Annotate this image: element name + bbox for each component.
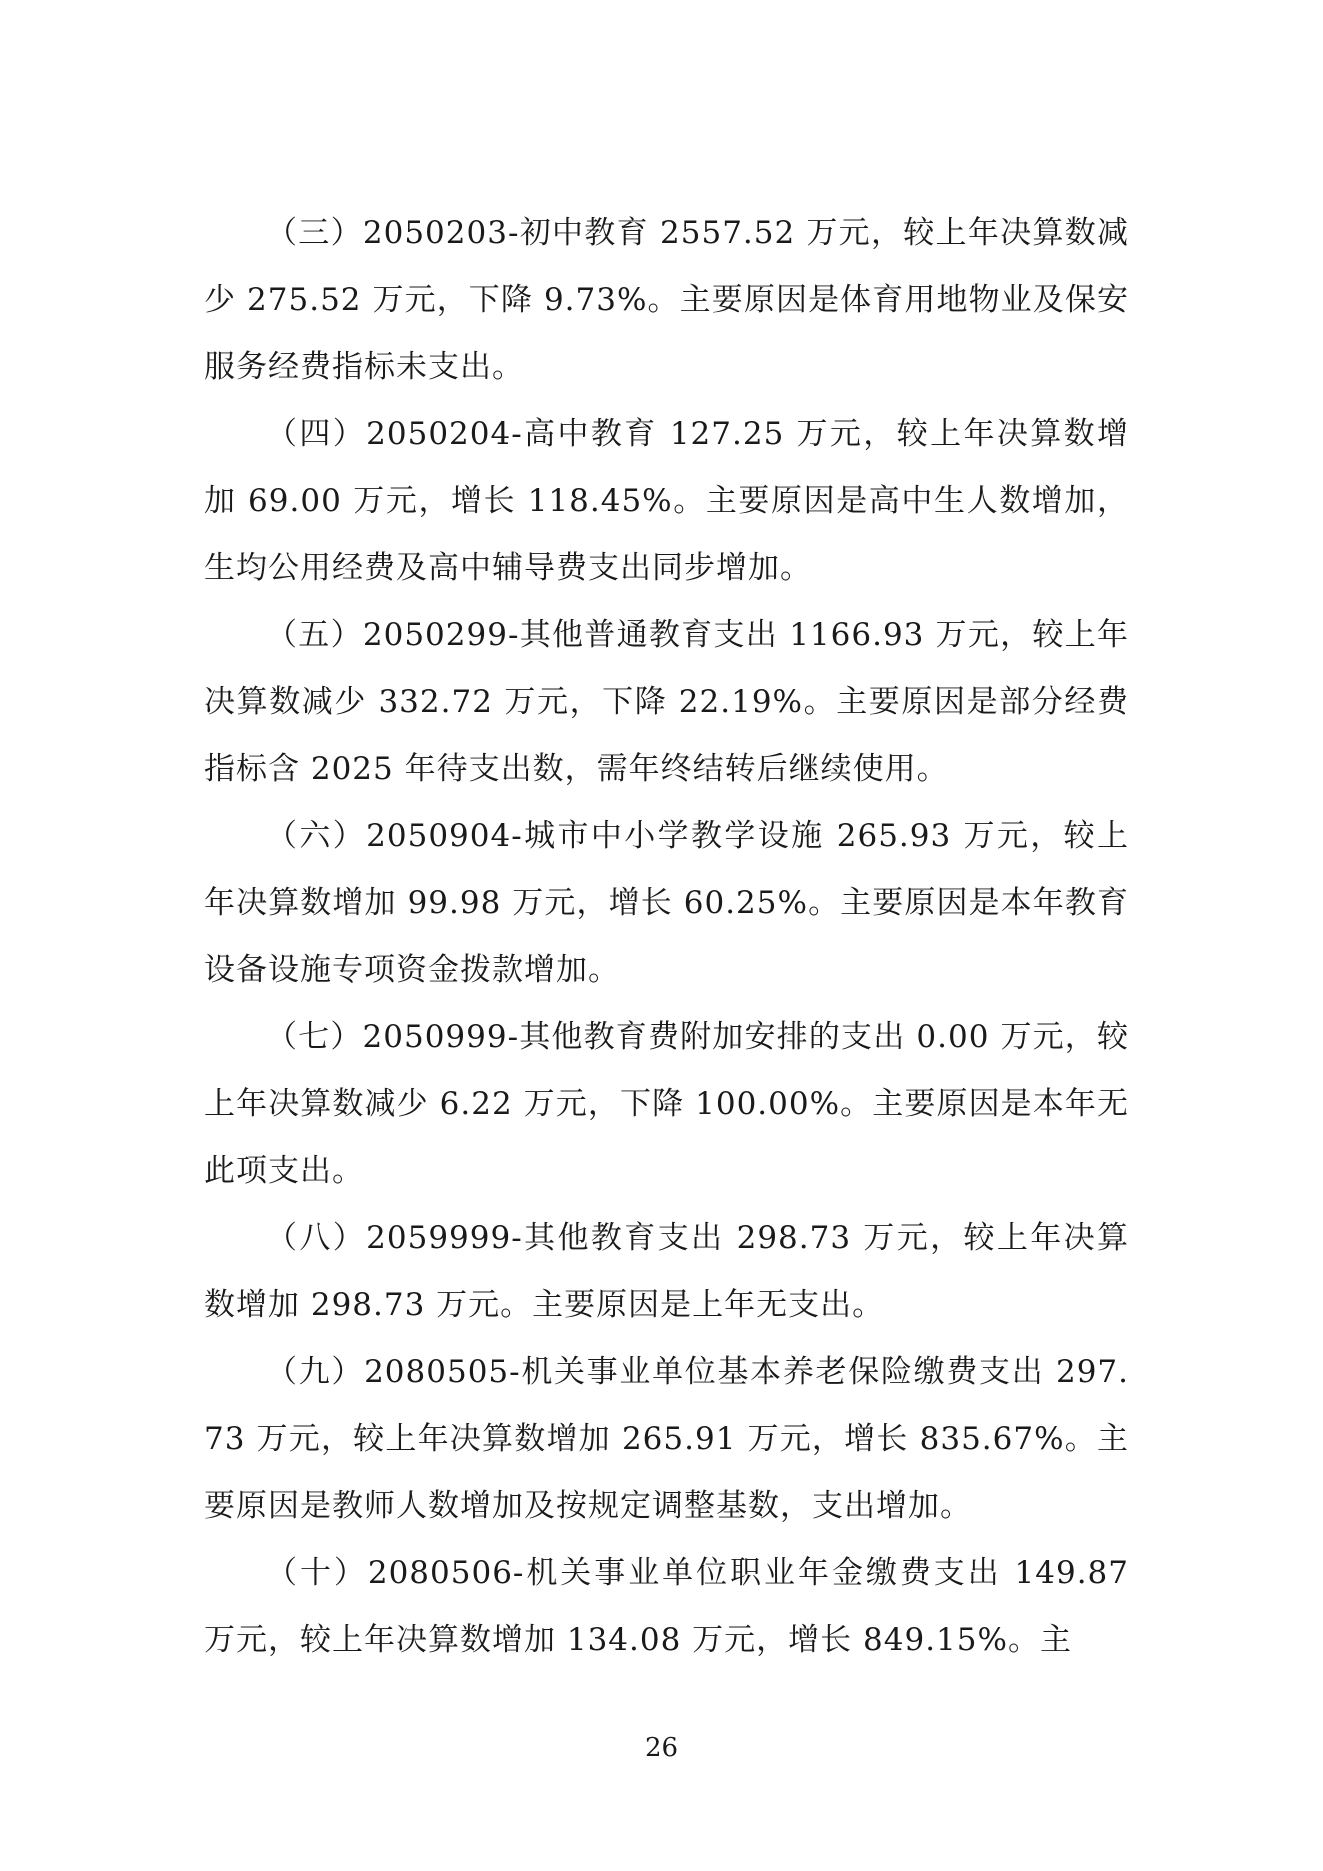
paragraph-pension-insurance: （九）2080505-机关事业单位基本养老保险缴费支出 297.73 万元，较上年决算数增加 265.91 万元，增长 835.67%。主要原因是教师人数增加及按规定调整基数，支出增加。	[204, 1354, 1129, 1524]
page-number: 26	[644, 1733, 679, 1763]
paragraph-occupational-annuity: （十）2080506-机关事业单位职业年金缴费支出 149.87 万元，较上年决算数增加 134.08 万元，增长 849.15%。主	[204, 1555, 1129, 1658]
paragraph-school-facilities: （六）2050904-城市中小学教学设施 265.93 万元，较上年决算数增加 99.98 万元，增长 60.25%。主要原因是本年教育设备设施专项资金拨款增加。	[204, 818, 1129, 988]
paragraph-education-surcharge: （七）2050999-其他教育费附加安排的支出 0.00 万元，较上年决算数减少 6.22 万元，下降 100.00%。主要原因是本年无此项支出。	[204, 1019, 1129, 1189]
paragraph-junior-high-education: （三）2050203-初中教育 2557.52 万元，较上年决算数减少 275.52 万元，下降 9.73%。主要原因是体育用地物业及保安服务经费指标未支出。	[204, 215, 1129, 385]
document-body	[204, 200, 1129, 1674]
paragraph-other-education: （八）2059999-其他教育支出 298.73 万元，较上年决算数增加 298.73 万元。主要原因是上年无支出。	[204, 1220, 1129, 1323]
paragraph-senior-high-education: （四）2050204-高中教育 127.25 万元，较上年决算数增加 69.00 万元，增长 118.45%。主要原因是高中生人数增加，生均公用经费及高中辅导费支出同步增加。	[204, 416, 1129, 586]
paragraph-other-general-education: （五）2050299-其他普通教育支出 1166.93 万元，较上年决算数减少 332.72 万元，下降 22.19%。主要原因是部分经费指标含 2025 年待支出数，需年终结转后继续使用。	[204, 617, 1129, 787]
